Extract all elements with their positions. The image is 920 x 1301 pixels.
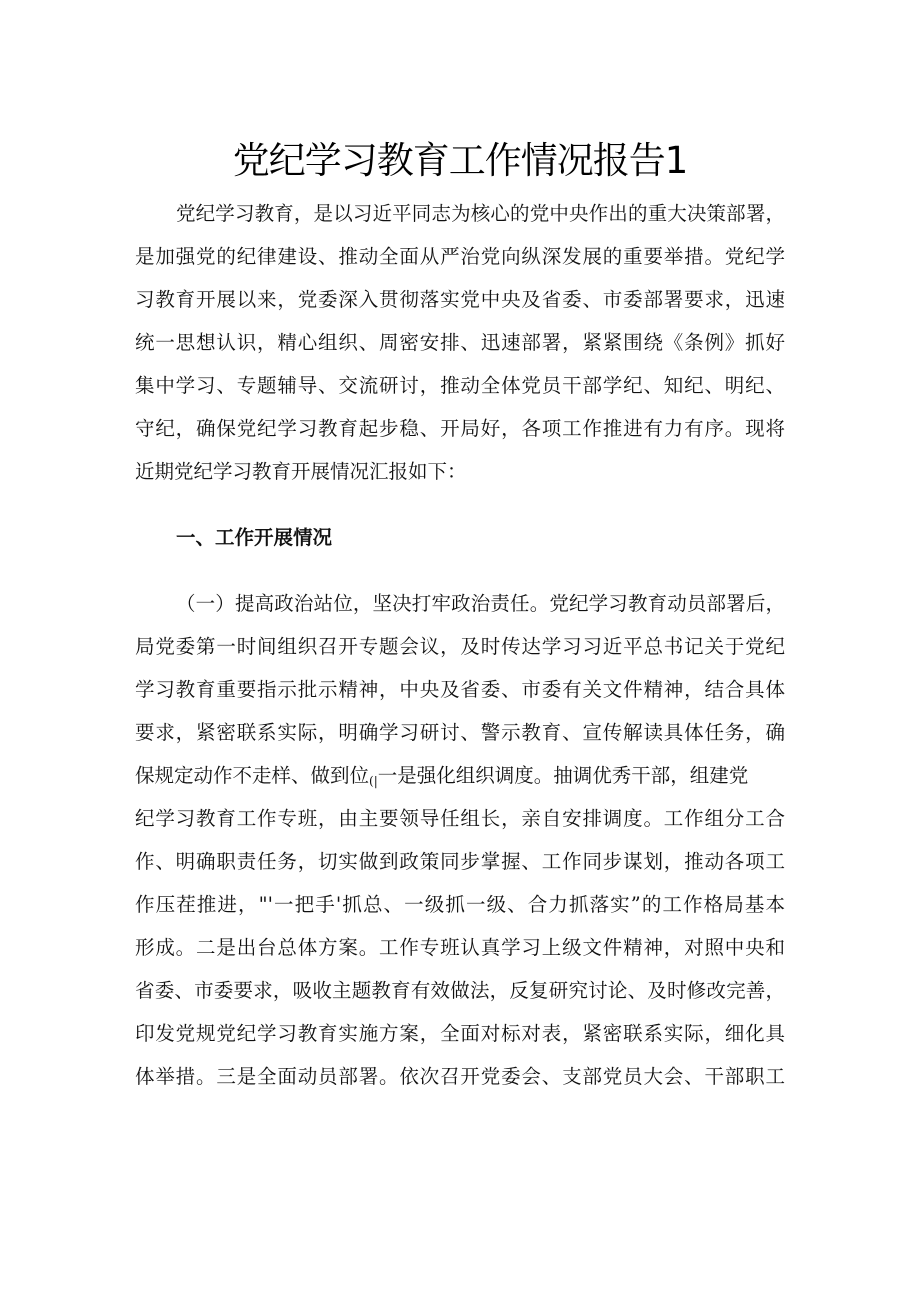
paragraph-line: 作压茬推进，"'一把手'抓总、一级抓一级、合力抓落实”的工作格局基本 bbox=[135, 893, 785, 916]
paragraph-line: 要求，紧密联系实际，明确学习研讨、警示教育、宣传解读具体任务，确 bbox=[135, 721, 785, 744]
paragraph-line: （一）提高政治站位，坚决打牢政治责任。党纪学习教育动员部署后， bbox=[176, 592, 785, 615]
paragraph-line: 学习教育重要指示批示精神，中央及省委、市委有关文件精神，结合具体 bbox=[135, 678, 785, 701]
paragraph-line: 体举措。三是全面动员部署。依次召开党委会、支部党员大会、干部职工 bbox=[135, 1065, 785, 1088]
paragraph-line: 省委、市委要求，吸收主题教育有效做法，反复研究讨论、及时修改完善， bbox=[135, 979, 785, 1002]
paragraph-line-mixed bbox=[135, 759, 785, 793]
paragraph-line: 习教育开展以来，党委深入贯彻落实党中央及省委、市委部署要求，迅速 bbox=[135, 288, 785, 311]
inline-mark: (| bbox=[369, 774, 378, 788]
paragraph-line: 党纪学习教育，是以习近平同志为核心的党中央作出的重大决策部署， bbox=[176, 202, 785, 225]
paragraph-line: 近期党纪学习教育开展情况汇报如下： bbox=[135, 460, 467, 483]
document-title: 党纪学习教育工作情况报告1 bbox=[232, 139, 688, 182]
paragraph-line: 统一思想认识，精心组织、周密安排、迅速部署，紧紧围绕《条例》抓好 bbox=[135, 331, 785, 354]
paragraph-fragment: 一是强化组织调度。抽调优秀干部，组建党 bbox=[377, 764, 749, 787]
paragraph-line: 局党委第一时间组织召开专题会议，及时传达学习习近平总书记关于党纪 bbox=[135, 635, 785, 658]
section-heading: 一、工作开展情况 bbox=[176, 526, 333, 549]
paragraph-line: 形成。二是出台总体方案。工作专班认真学习上级文件精神，对照中央和 bbox=[135, 936, 785, 959]
paragraph-line: 是加强党的纪律建设、推动全面从严治党向纵深发展的重要举措。党纪学 bbox=[135, 245, 785, 268]
paragraph-fragment: 保规定动作不走样、做到位 bbox=[135, 764, 370, 787]
paragraph-line: 印发党规党纪学习教育实施方案，全面对标对表，紧密联系实际，细化具 bbox=[135, 1022, 785, 1045]
paragraph-line: 集中学习、专题辅导、交流研讨，推动全体党员干部学纪、知纪、明纪、 bbox=[135, 374, 785, 397]
paragraph-line: 守纪，确保党纪学习教育起步稳、开局好，各项工作推进有力有序。现将 bbox=[135, 417, 785, 440]
paragraph-line: 作、明确职责任务，切实做到政策同步掌握、工作同步谋划，推动各项工 bbox=[135, 850, 785, 873]
paragraph-line: 纪学习教育工作专班，由主要领导任组长，亲自安排调度。工作组分工合 bbox=[135, 807, 785, 830]
